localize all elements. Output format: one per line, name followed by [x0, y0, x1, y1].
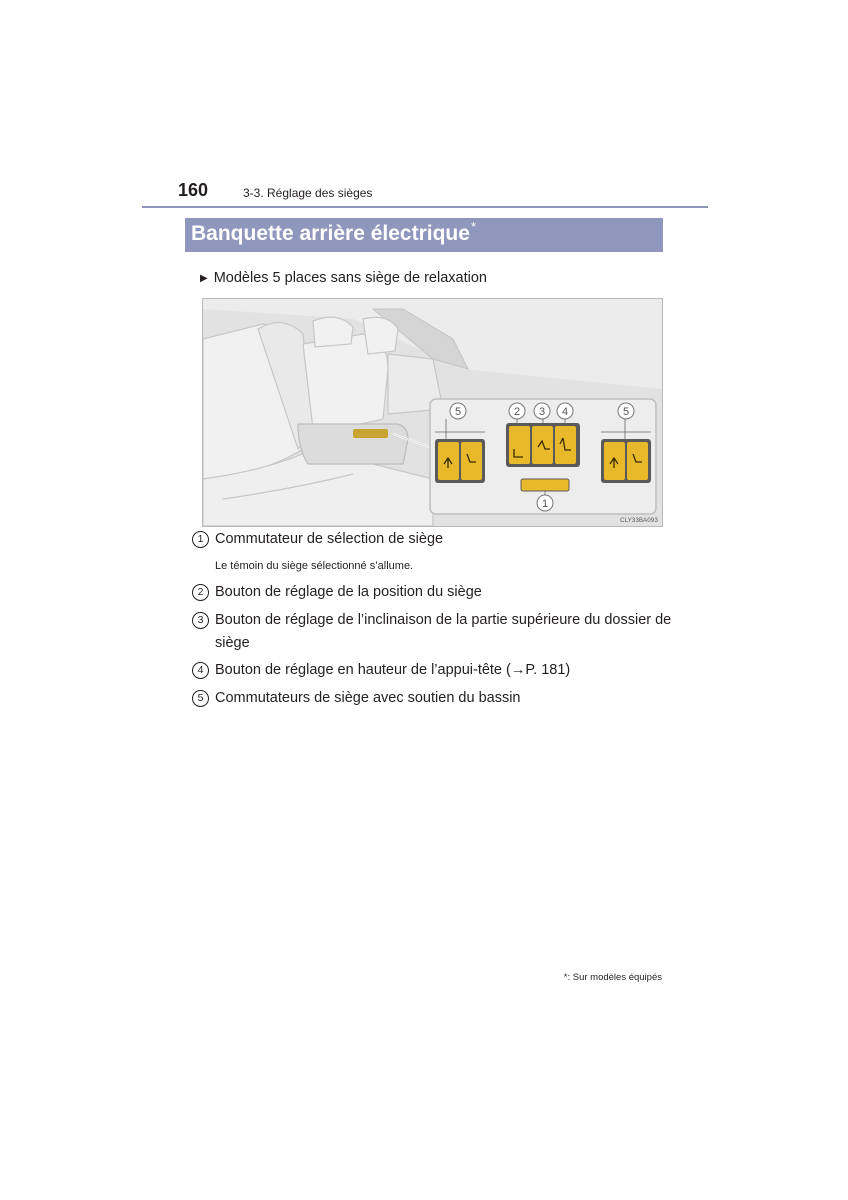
indicator-note: Le témoin du siège sélectionné s’allume.: [215, 560, 414, 572]
legend-item-4: [192, 662, 570, 679]
legend-item-text: Bouton de réglage de la position du siège: [215, 584, 482, 600]
figure-code: CLY33BA093: [620, 518, 658, 524]
section-reference: 3-3. Réglage des sièges: [243, 186, 373, 200]
item-number-badge: 4: [192, 662, 209, 679]
rear-seat-drawing: [203, 299, 662, 526]
callout-3: 3: [538, 406, 546, 418]
model-variant-label: [200, 270, 487, 286]
callout-5-right: 5: [622, 406, 630, 418]
section-title-text: Banquette arrière électrique: [191, 222, 470, 245]
item-number-badge: 1: [192, 531, 209, 548]
item-number-badge: 5: [192, 690, 209, 707]
item-number-badge: 2: [192, 584, 209, 601]
section-title-bar: [185, 218, 663, 252]
section-title: [191, 219, 476, 246]
legend-item-1: [192, 531, 443, 548]
legend-item-text: Commutateurs de siège avec soutien du bassin: [215, 690, 521, 706]
triangle-bullet-icon: ▶: [200, 273, 208, 284]
legend-item-text: Bouton de réglage en hauteur de l’appui-tête (→P. 181): [215, 662, 571, 678]
callout-2: 2: [513, 406, 521, 418]
legend-item-text: Commutateur de sélection de siège: [215, 531, 444, 547]
legend-item-2: [192, 584, 482, 601]
legend-item-3: [192, 612, 671, 629]
footnote-marker: *: [470, 219, 476, 234]
header-rule: [142, 206, 708, 208]
legend-item-3-continuation: siège: [215, 635, 250, 651]
footnote: *: Sur modèles équipés: [563, 972, 662, 983]
model-variant-text: Modèles 5 places sans siège de relaxation: [213, 270, 487, 286]
page-number: 160: [178, 180, 209, 200]
callout-5-left: 5: [454, 406, 462, 418]
rear-seat-illustration: [202, 298, 663, 527]
legend-item-5: [192, 690, 520, 707]
legend-item-text: Bouton de réglage de l’inclinaison de la partie supérieure du dossier de: [215, 612, 672, 628]
callout-4: 4: [561, 406, 569, 418]
callout-1: 1: [541, 498, 549, 510]
item-number-badge: 3: [192, 612, 209, 629]
